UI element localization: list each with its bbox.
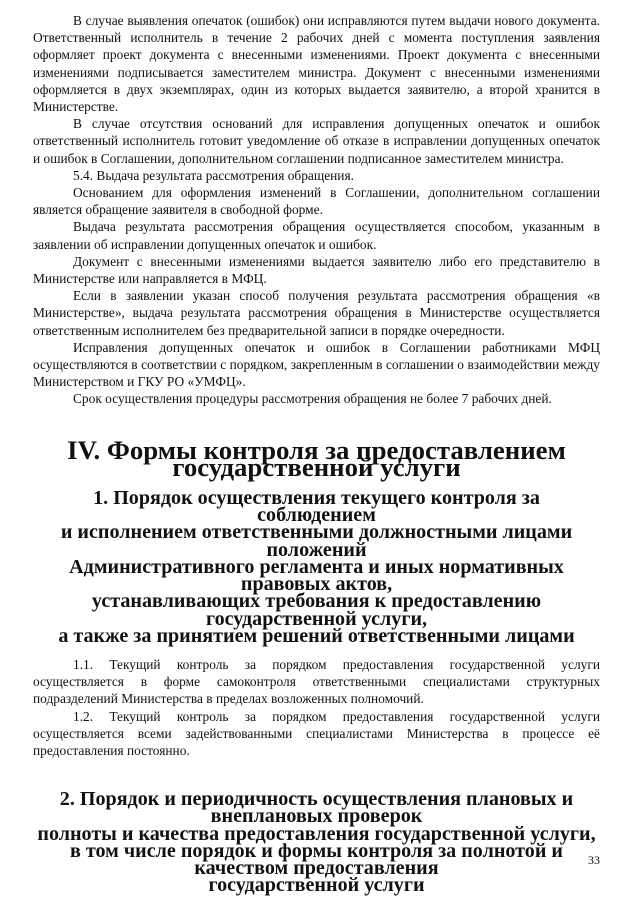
paragraph: Основанием для оформления изменений в Соглашении, дополнительном соглашении является обращение заявителя в свободной форме. [33, 185, 600, 218]
paragraph: 1.1. Текущий контроль за порядком предоставления государственной услуги осуществляется в форме самоконтроля ответственными специалистами структурных подразделений Министерства в пределах возложенных полномочий. [33, 656, 600, 707]
heading-line: устанавливающих требования к предоставлению государственной услуги, [91, 590, 542, 630]
paragraph: Документ с внесенными изменениями выдается заявителю либо его представителю в Министерстве или направляется в МФЦ. [33, 253, 600, 287]
heading-line: полноты и качества предоставления государственной услуги, [37, 822, 596, 845]
body-text-middle [33, 656, 600, 759]
paragraph: Если в заявлении указан способ получения результата рассмотрения обращения «в Министерстве», выдача результата рассмотрения обращения в Министерстве осуществляется ответственным исполнителем без предварительной записи в порядке очередности. [33, 288, 600, 338]
paragraph: В случае выявления опечаток (ошибок) они исправляются путем выдачи нового документа. Ответственный исполнитель в течение 2 рабочих дней с момента поступления заявления оформляет проект документа с внесенными изменениями. Проект документа с внесенными изменениями подписывается заместителем министра. Документ с внесенными изменениями оформляется в двух экземплярах, один из которых выдается заявителю, а второй хранится в Министерстве. [33, 13, 600, 115]
section-title: IV. Формы контроля за предоставлением государственной услуги [67, 434, 566, 482]
page-number: 33 [588, 853, 600, 867]
paragraph: Выдача результата рассмотрения обращения осуществляется способом, указанным в заявлении об исправлении допущенных опечаток и ошибок. [33, 219, 600, 252]
heading-line: а также за принятием решений ответственными лицами [58, 624, 575, 647]
paragraph: Исправления допущенных опечаток и ошибок в Соглашении работниками МФЦ осуществляются в соответствии с порядком, закрепленным в соглашении о взаимодействии между Министерством и ГКУ РО «УМФЦ». [33, 339, 600, 390]
heading-line: и исполнением ответственными должностными лицами положений [60, 521, 573, 561]
paragraph: 5.4. Выдача результата рассмотрения обращения. [73, 167, 354, 183]
subsection-1-heading [33, 487, 600, 647]
heading-line: 2. Порядок и периодичность осуществления плановых и внеплановых проверок [59, 788, 574, 828]
heading-line: Административного регламента и иных нормативных правовых актов, [69, 555, 564, 596]
paragraph: 1.2. Текущий контроль за порядком предоставления государственной услуги осуществляется всеми задействованными специалистами Министерства в процессе её предоставления постоянно. [33, 708, 600, 758]
subsection-2-heading [33, 788, 600, 897]
paragraph: Срок осуществления процедуры рассмотрения обращения не более 7 рабочих дней. [73, 391, 552, 407]
heading-line: 1. Порядок осуществления текущего контроля за соблюдением [93, 487, 540, 527]
heading-line: государственной услуги [208, 874, 425, 897]
heading-line: в том числе порядок и формы контроля за полнотой и качеством предоставления [70, 839, 563, 879]
body-text-top [33, 12, 600, 408]
paragraph: В случае отсутствия оснований для исправления допущенных опечаток и ошибок ответственный исполнитель готовит уведомление об отказе в исправлении допущенных опечаток и ошибок в Соглашении, дополнительном соглашении подписанное заместителем министра. [33, 116, 600, 166]
